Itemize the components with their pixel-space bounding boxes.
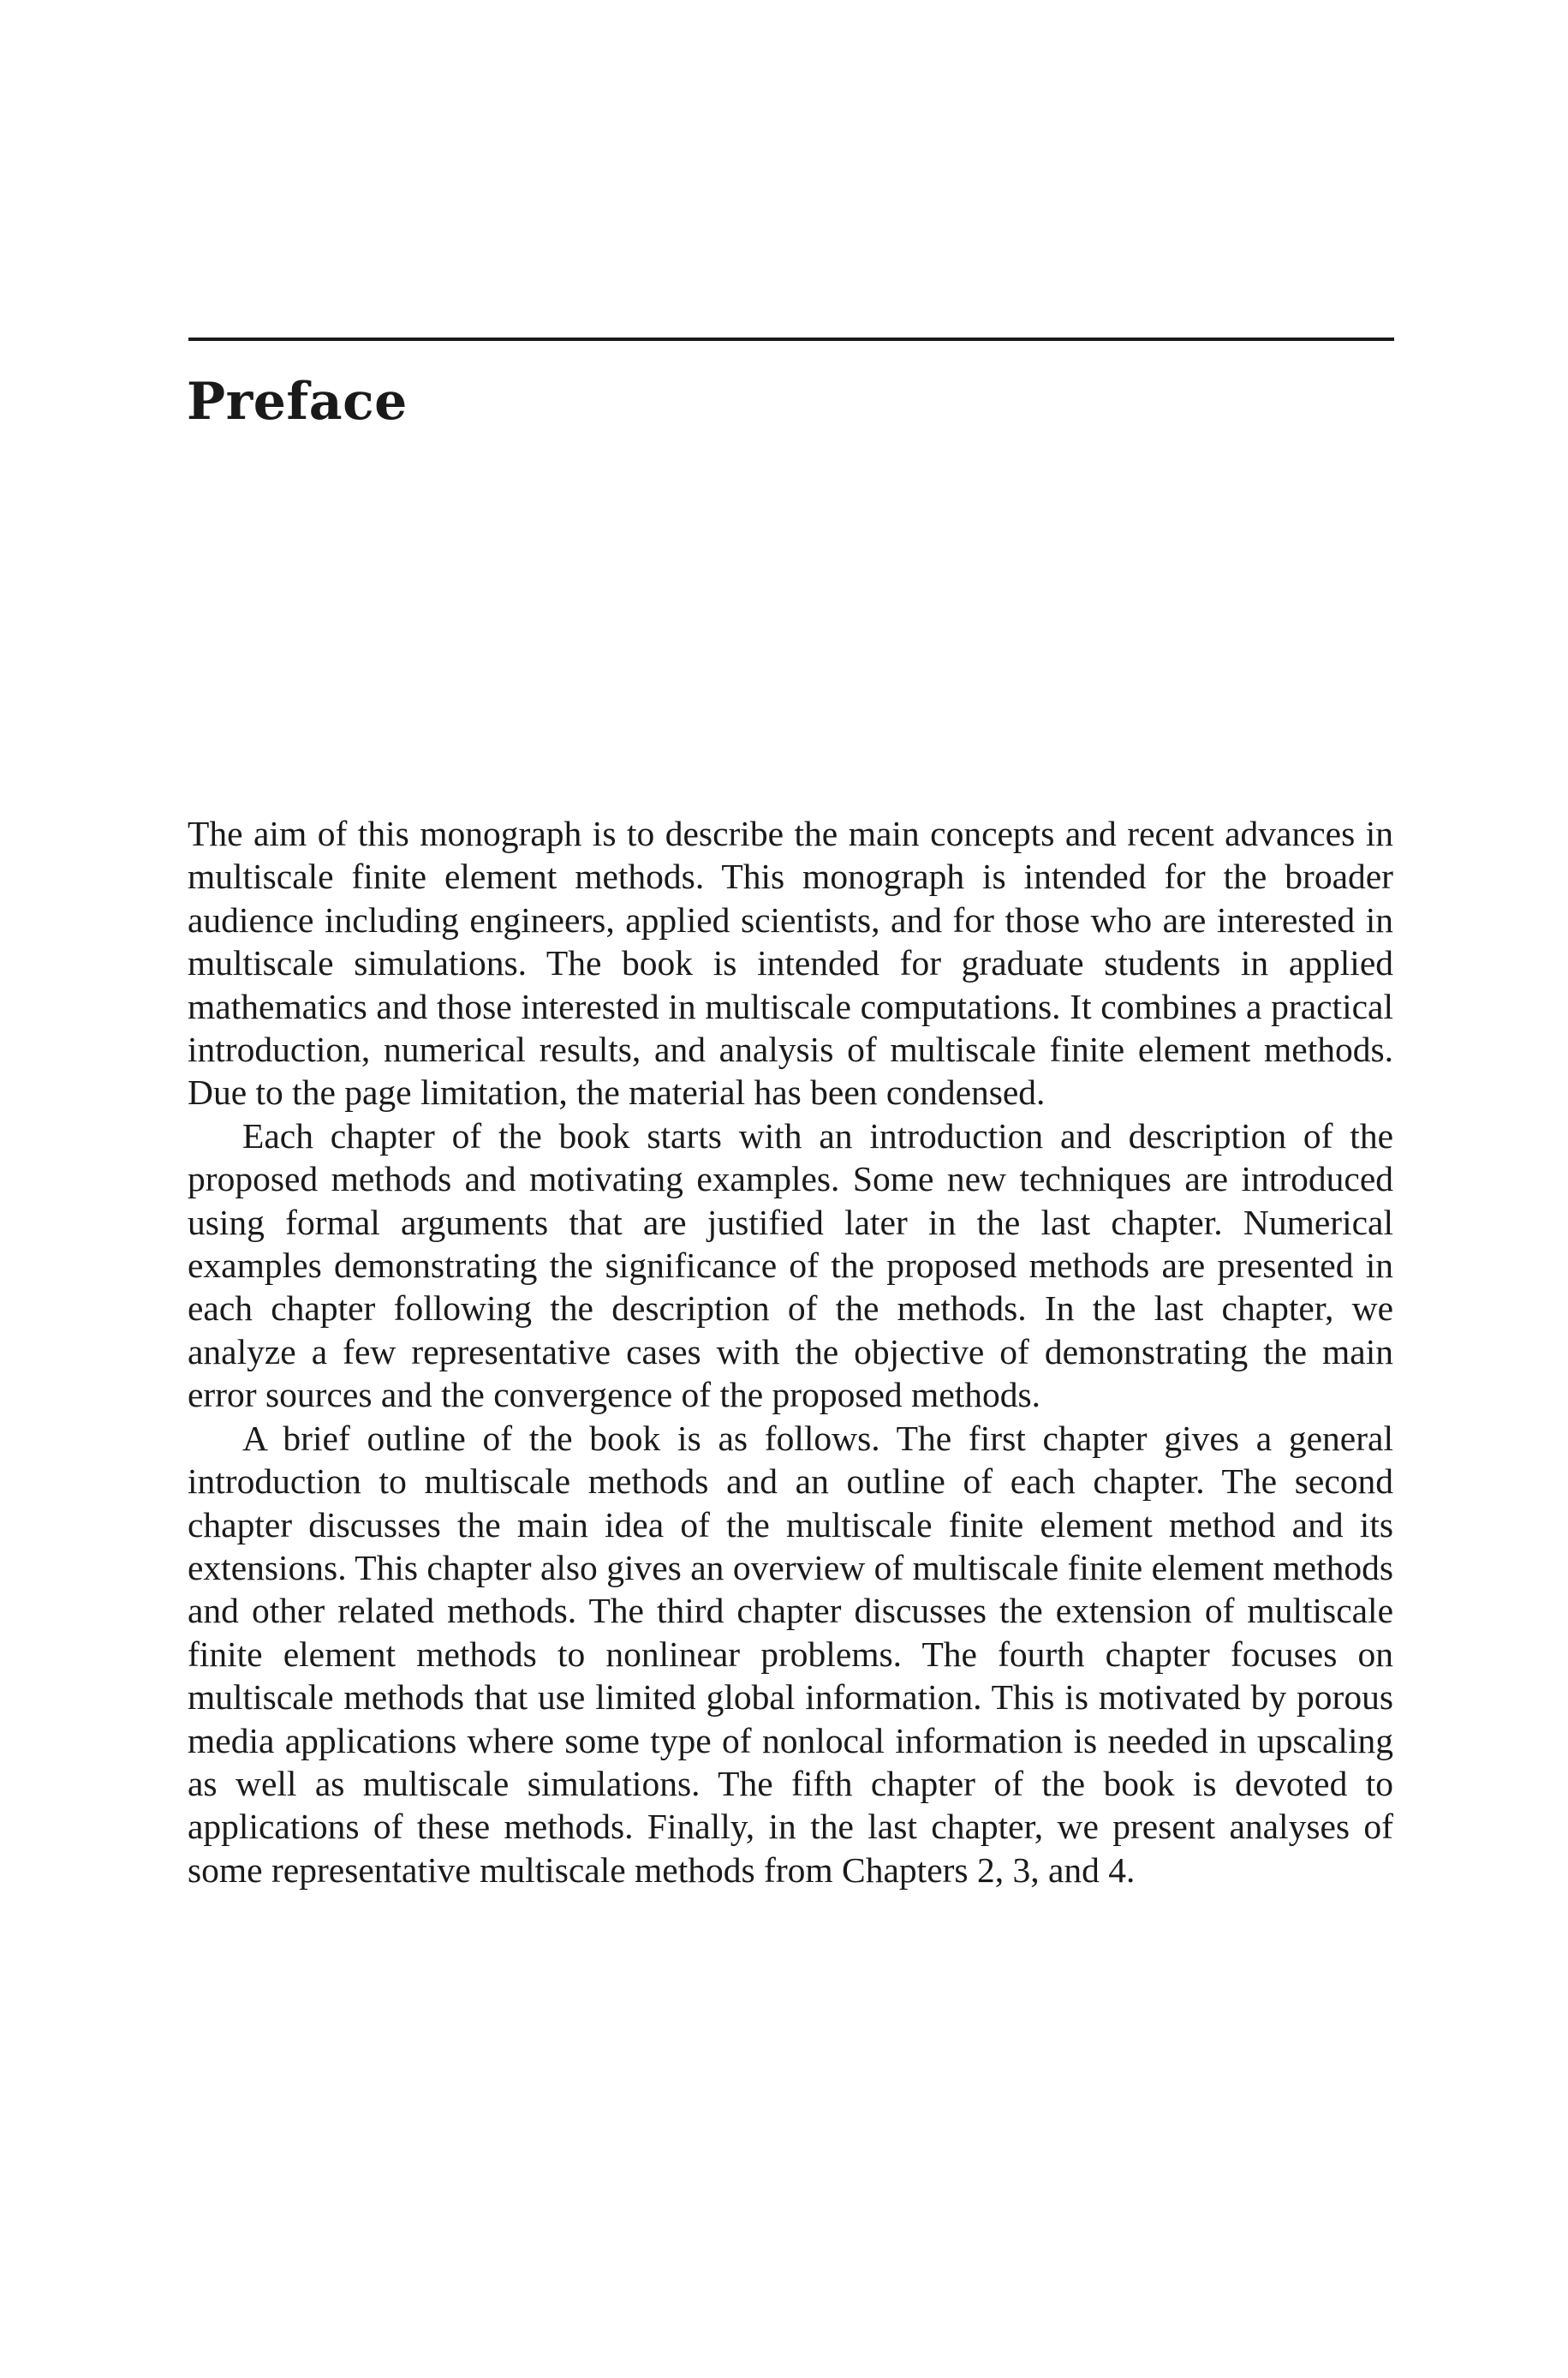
preface-body — [188, 812, 1393, 1891]
chapter-title: Preface — [187, 372, 408, 432]
paragraph-aim: The aim of this monograph is to describe the main concepts and recent advances in multiscale finite element methods. This monograph is intended for the broader audience including engineers, applied scientists, and for those who are interested in multiscale simulations. The book is intended for graduate students in applied mathematics and those interested in multiscale computations. It combines a practical introduction, numerical results, and analysis of multiscale finite element methods. Due to the page limitation, the material has been condensed. — [188, 814, 1393, 1113]
paragraph-chapter-structure: Each chapter of the book starts with an introduction and description of the proposed methods and motivating examples. Some new techniques are introduced using formal arguments that are justified later in the last chapter. Numerical examples demonstrating the significance of the proposed methods are presented in each chapter following the description of the methods. In the last chapter, we analyze a few representative cases with the objective of demonstrating the main error sources and the convergence of the proposed methods. — [188, 1115, 1393, 1415]
paragraph-book-outline: A brief outline of the book is as follows. The first chapter gives a general introduction to multiscale methods and an outline of each chapter. The second chapter discusses the main idea of the multiscale finite element method and its extensions. This chapter also gives an overview of multiscale finite element methods and other related methods. The third chapter discusses the extension of multiscale finite element methods to nonlinear problems. The fourth chapter focuses on multiscale methods that use limited global information. This is motivated by porous media applications where some type of nonlocal information is needed in upscaling as well as multiscale simulations. The fifth chapter of the book is devoted to applications of these methods. Finally, in the last chapter, we present analyses of some representative multiscale methods from Chapters 2, 3, and 4. — [188, 1418, 1393, 1890]
chapter-top-rule — [188, 338, 1394, 341]
